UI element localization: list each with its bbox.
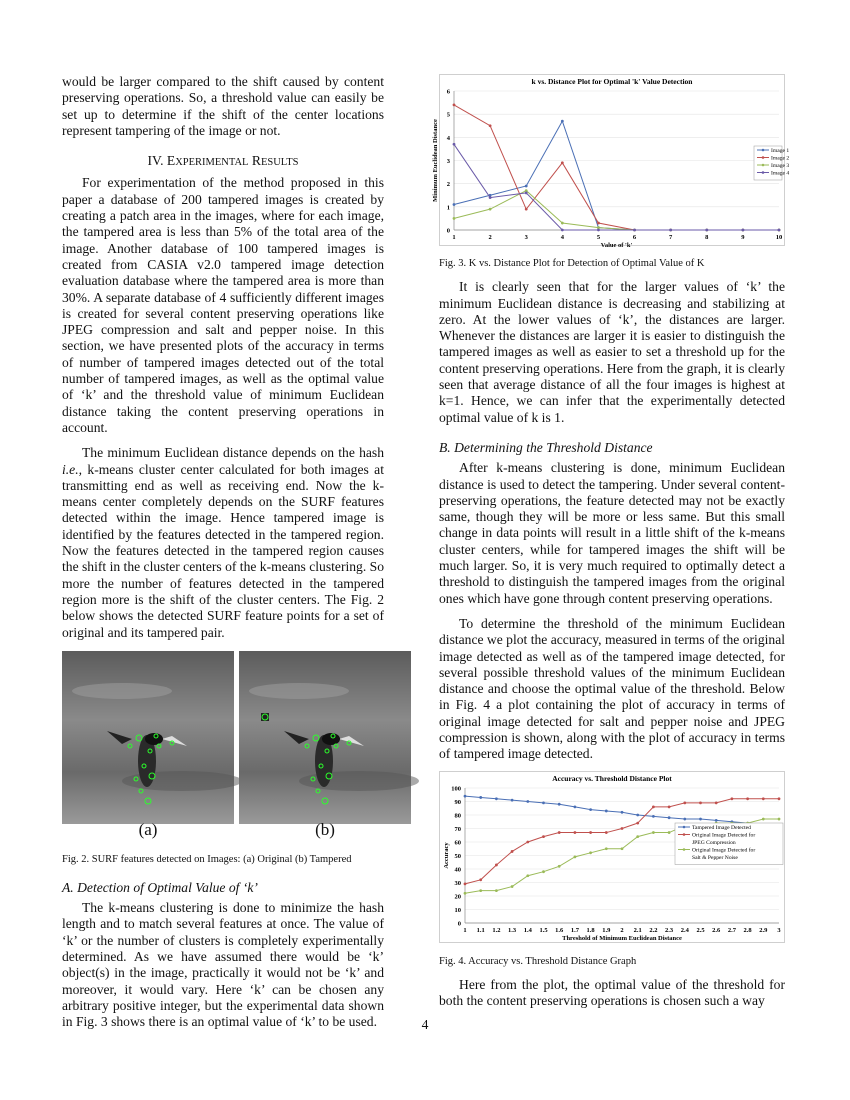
y-tick-label: 100 — [451, 785, 461, 793]
x-axis-label: Threshold of Minimum Euclidean Distance — [562, 934, 682, 942]
subsection-title: B. Determining the Threshold Distance — [439, 439, 653, 455]
data-point — [495, 889, 498, 892]
data-point — [605, 847, 608, 850]
x-tick-label: 1.5 — [539, 926, 548, 934]
data-point — [479, 796, 482, 799]
tampered-image — [239, 651, 411, 824]
chart-title: k vs. Distance Plot for Optimal 'k' Value Detection — [531, 77, 693, 86]
data-point — [489, 208, 492, 211]
x-tick-label: 1.8 — [586, 926, 595, 934]
x-axis-label: Value of 'k' — [600, 242, 633, 249]
y-tick-label: 30 — [454, 879, 461, 887]
data-point — [561, 222, 564, 225]
data-point — [652, 831, 655, 834]
data-point — [479, 889, 482, 892]
data-point — [669, 229, 672, 232]
data-point — [778, 817, 781, 820]
legend-label: Tampered Image Detected — [692, 824, 751, 831]
x-tick-label: 2.8 — [743, 926, 752, 934]
data-point — [597, 229, 600, 232]
data-point — [668, 831, 671, 834]
y-tick-label: 40 — [454, 866, 461, 874]
data-point — [542, 870, 545, 873]
x-tick-label: 2.3 — [665, 926, 674, 934]
legend-label: Original Image Detected for — [692, 847, 756, 854]
chart-border — [440, 75, 785, 246]
data-point — [526, 840, 529, 843]
y-tick-label: 6 — [446, 88, 450, 96]
paragraph: Here from the plot, the optimal value of the threshold for both the content preserving operations is chosen such a way — [439, 976, 785, 1009]
data-point — [511, 798, 514, 801]
x-tick-label: 10 — [775, 234, 783, 241]
y-tick-label: 0 — [457, 920, 461, 928]
data-point — [511, 850, 514, 853]
subsection-title: A. Detection of Optimal Value of ‘k’ — [62, 879, 258, 895]
data-point — [636, 821, 639, 824]
data-point — [525, 185, 528, 188]
data-point — [778, 797, 781, 800]
x-tick-label: 2.2 — [649, 926, 658, 934]
data-point — [558, 831, 561, 834]
data-point — [715, 801, 718, 804]
y-tick-label: 20 — [454, 893, 461, 901]
data-point — [597, 222, 600, 225]
data-point — [558, 865, 561, 868]
y-axis-label: Minimum Euclidean Distance — [432, 119, 439, 202]
x-tick-label: 1 — [463, 926, 467, 934]
y-tick-label: 10 — [454, 906, 461, 914]
x-tick-label: 2.4 — [680, 926, 689, 934]
data-point — [699, 817, 702, 820]
x-tick-label: 1.2 — [492, 926, 501, 934]
data-point — [574, 831, 577, 834]
legend-label: JPEG Compression — [692, 839, 736, 846]
x-tick-label: 9 — [741, 234, 745, 241]
figure-caption: Fig. 2. SURF features detected on Images: (a) Original (b) Tampered — [62, 853, 352, 865]
data-point — [453, 104, 456, 107]
y-tick-label: 5 — [446, 111, 450, 119]
x-tick-label: 2 — [488, 234, 492, 241]
x-tick-label: 1.9 — [602, 926, 611, 934]
data-point — [561, 229, 564, 232]
legend-label: Salt & Pepper Noise — [692, 854, 738, 861]
data-point — [526, 874, 529, 877]
data-point — [731, 797, 734, 800]
x-tick-label: 2.7 — [727, 926, 736, 934]
y-tick-label: 70 — [454, 825, 461, 833]
paragraph: For experimentation of the method proposed in this paper a database of 200 tampered images is created by creating a patch area in the images, where for each image, the tampered area is less than 5% of the total area of the image. Another database of 100 tampered images is created from CASIA v2.0 tampered image detection evaluation database where the tampered area is more than 30%. A separate database of 4 sufficiently different images is created for several content preserving operations like JPEG compression and salt and pepper noise. In this section, we have presented plots of the accuracy in terms of number of tampered images detected out of the total number of tampered images, as well as the optimal value of ‘k’ and the threshold value of minimum Euclidean distance taking the content preserving operations in account. — [62, 175, 384, 435]
right-column — [432, 74, 790, 1010]
x-tick-label: 5 — [596, 234, 601, 241]
legend-marker — [683, 825, 686, 828]
paragraph: The minimum Euclidean distance depends on the hash i.e., k-means cluster center calculated for both images at transmitting end as well as receiving end. Now the k-means center completely depends on the SURF features detected within the image. Hence tampered image is identified by the features detected in the tampered region. Now the features detected in the tampered region causes the shift in the cluster centers of the k-means clustering. So more the number of features detected in the tampered region more is the shift of the cluster centers. The Fig. 2 below shows the detected SURF feature points for a set of original and its tampered pair. — [62, 445, 385, 640]
x-tick-label: 2.1 — [633, 926, 642, 934]
k-distance-chart — [432, 74, 790, 249]
data-point — [621, 847, 624, 850]
data-point — [464, 882, 467, 885]
legend-label: Original Image Detected for — [692, 832, 756, 839]
x-tick-label: 2.9 — [759, 926, 768, 934]
chart-title: Accuracy vs. Threshold Distance Plot — [552, 773, 672, 783]
data-point — [489, 124, 492, 127]
data-point — [495, 863, 498, 866]
x-tick-label: 1.7 — [570, 926, 579, 934]
x-tick-label: 6 — [632, 234, 637, 241]
y-tick-label: 0 — [446, 227, 450, 235]
data-point — [746, 797, 749, 800]
paragraph: To determine the threshold of the minimum Euclidean distance we plot the accuracy, measured in terms of the original image detected as well as of the tampered image detected, for several possible threshold values of the minimum Euclidean distance and choose the optimal value of the threshold. Below in Fig. 4 a plot containing the plot of accuracy in terms of original image detected for salt and pepper noise and JPEG compression is shown, along with the plot of accuracy in terms of tampered image detected. — [439, 615, 786, 762]
x-tick-label: 3 — [777, 926, 781, 934]
paragraph: would be larger compared to the shift caused by content preserving operations. So, a threshold value can easily be set up to determine if the shift of the center locations represent tampering of the image or not. — [62, 74, 384, 138]
x-tick-label: 1.4 — [523, 926, 532, 934]
data-point — [526, 800, 529, 803]
legend-label: Image 4 — [771, 170, 790, 177]
data-point — [636, 835, 639, 838]
data-point — [668, 805, 671, 808]
figure-caption: Fig. 4. Accuracy vs. Threshold Distance Graph — [439, 955, 637, 967]
data-point — [574, 855, 577, 858]
data-point — [668, 816, 671, 819]
data-point — [683, 801, 686, 804]
legend-marker — [762, 156, 765, 159]
data-point — [652, 815, 655, 818]
x-tick-label: 1.1 — [476, 926, 485, 934]
legend-label: Image 2 — [771, 155, 790, 162]
data-point — [778, 229, 781, 232]
paragraph: The k-means clustering is done to minimize the hash length and to match several features at once. The value of ‘k’ or the number of clusters is completely experimentally determined. As we have assumed there would be ‘k’ object(s) in the image, practically it would not be ‘k’ and moreover, it would vary. Here ‘k’ can be chosen any arbitrary positive integer, but the experimental data shown in Fig. 3 shows there is an optimal value of ‘k’ to be used. — [62, 900, 384, 1030]
y-axis-label: Accuracy — [443, 841, 450, 869]
data-point — [453, 143, 456, 146]
y-tick-label: 90 — [454, 798, 461, 806]
page-number: 4 — [421, 1017, 429, 1032]
y-tick-label: 2 — [446, 181, 450, 189]
data-point — [558, 802, 561, 805]
data-point — [652, 805, 655, 808]
data-point — [741, 229, 744, 232]
data-point — [525, 192, 528, 195]
x-tick-label: 2.5 — [696, 926, 705, 934]
section-title: IV. EXPERIMENTAL RESULTS — [147, 153, 299, 169]
x-tick-label: 4 — [560, 234, 564, 241]
data-point — [464, 892, 467, 895]
figure-2 — [62, 651, 412, 849]
data-point — [542, 801, 545, 804]
data-point — [636, 813, 639, 816]
figure-label-a: (a) — [138, 819, 158, 839]
legend-marker — [683, 848, 686, 851]
data-point — [762, 797, 765, 800]
accuracy-threshold-chart — [439, 771, 785, 943]
paragraph: After k-means clustering is done, minimum Euclidean distance is used to detect the tampering. Under several content-preserving operations, the feature detected may not be exactly same, though they will be more or less same. But this small change in data points will result in a little shift of the k-means cluster centers, while for tampered images the shift will be much larger. So, it is very much required to optimally detect a threshold to distinguish the tampered images from the original ones which have gone through content preserving operations. — [439, 460, 785, 606]
data-point — [489, 196, 492, 199]
y-tick-label: 50 — [454, 852, 461, 860]
x-tick-label: 2 — [620, 926, 624, 934]
x-tick-label: 1.3 — [508, 926, 517, 934]
data-point — [589, 851, 592, 854]
y-tick-label: 4 — [446, 134, 450, 142]
y-tick-label: 3 — [446, 158, 450, 165]
legend-label: Image 3 — [771, 163, 790, 169]
data-point — [453, 203, 456, 206]
figure-label-b: (b) — [315, 819, 335, 839]
data-point — [621, 811, 624, 814]
data-point — [605, 831, 608, 834]
x-tick-label: 1 — [452, 234, 456, 241]
y-tick-label: 1 — [446, 204, 450, 212]
y-tick-label: 80 — [454, 812, 461, 820]
x-tick-label: 2.6 — [712, 926, 721, 934]
data-point — [479, 878, 482, 881]
x-tick-label: 1.6 — [555, 926, 564, 934]
data-point — [574, 805, 577, 808]
data-point — [561, 161, 564, 164]
data-point — [511, 885, 514, 888]
y-tick-label: 60 — [454, 839, 461, 847]
data-point — [705, 229, 708, 232]
data-point — [561, 120, 564, 123]
data-point — [699, 801, 702, 804]
data-point — [715, 819, 718, 822]
data-point — [621, 827, 624, 830]
paragraph: It is clearly seen that for the larger values of ‘k’ the minimum Euclidean distance is decreasing and stabilizing at zero. At the lower values of ‘k’, the distances are larger. Whenever the distances are larger it is easier to distinguish the tampered images as well as easier to set a threshold up for the content preserving operations. Here from the graph, it is clearly seen that average distance of all the four images is highest at k=1. Hence, we can infer that the experimentally detected optimal value of k is 1. — [439, 279, 785, 425]
data-point — [762, 817, 765, 820]
x-tick-label: 7 — [669, 234, 673, 241]
data-point — [464, 794, 467, 797]
data-point — [605, 809, 608, 812]
x-tick-label: 3 — [524, 234, 528, 241]
legend-label: Image 1 — [771, 148, 790, 154]
legend-marker — [762, 171, 765, 174]
original-image — [62, 651, 234, 824]
data-point — [589, 808, 592, 811]
legend-marker — [762, 149, 765, 152]
x-tick-label: 8 — [705, 234, 709, 241]
legend-marker — [683, 833, 686, 836]
data-point — [453, 217, 456, 220]
data-point — [525, 208, 528, 211]
data-point — [589, 831, 592, 834]
data-point — [542, 835, 545, 838]
data-point — [633, 229, 636, 232]
data-point — [683, 817, 686, 820]
left-column — [62, 74, 384, 1030]
legend-marker — [762, 164, 765, 167]
data-point — [495, 797, 498, 800]
figure-caption: Fig. 3. K vs. Distance Plot for Detection of Optimal Value of K — [439, 258, 705, 270]
